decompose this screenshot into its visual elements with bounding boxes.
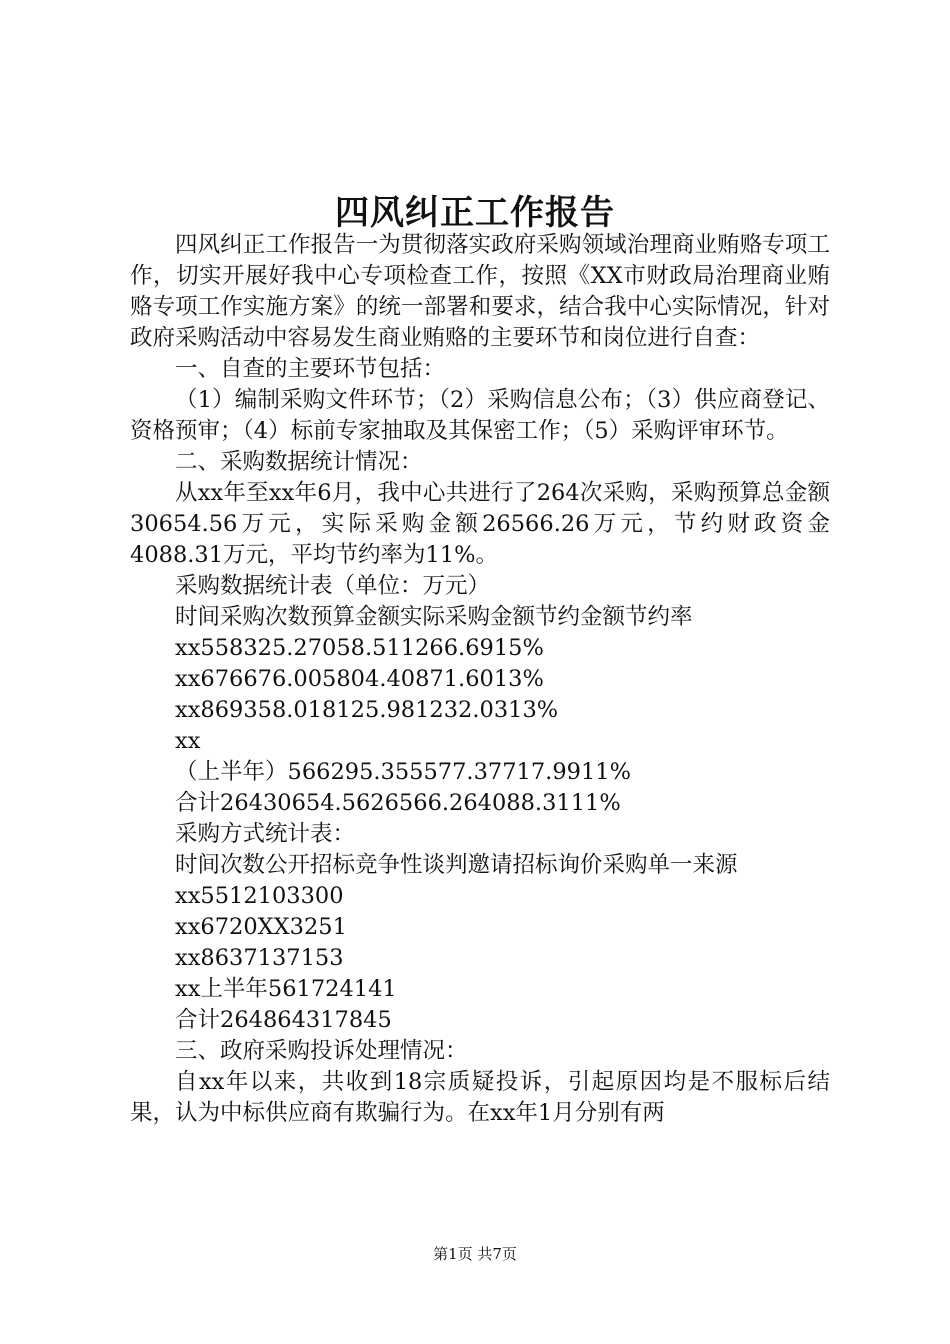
section3-body: 自xx年以来，共收到18宗质疑投诉，引起原因均是不服标后结果，认为中标供应商有欺骗行为。在xx年1月分别有两 [130,1069,830,1126]
table2-caption: 采购方式统计表： [175,821,356,847]
table1-header: 时间采购次数预算金额实际采购金额节约金额节约率 [175,604,693,630]
table2-row: xx上半年561724141 [175,976,397,1002]
table1-row: xx [175,728,201,754]
table1-row: xx676676.005804.40871.6013% [175,666,544,692]
page-footer: 第1页 共7页 [433,1245,517,1263]
document-body [130,230,830,1129]
document-title: 四风纠正工作报告 [335,193,615,233]
table1-row: xx558325.27058.511266.6915% [175,635,544,661]
section2-body: 从xx年至xx年6月，我中心共进行了264次采购，采购预算总金额30654.56万元，实际采购金额26566.26万元，节约财政资金4088.31万元，平均节约率为11%。 [130,480,830,568]
section2-heading: 二、采购数据统计情况： [175,449,423,475]
table1-total-row: 合计26430654.5626566.264088.3111% [175,790,621,816]
table1-row: （上半年）566295.355577.37717.9911% [175,759,631,785]
table2-row: xx8637137153 [175,945,344,971]
section1-body: （1）编制采购文件环节；（2）采购信息公布；（3）供应商登记、资格预审；（4）标前专家抽取及其保密工作；（5）采购评审环节。 [130,387,830,444]
intro-paragraph: 四风纠正工作报告一为贯彻落实政府采购领域治理商业贿赂专项工作，切实开展好我中心专项检查工作，按照《XX市财政局治理商业贿赂专项工作实施方案》的统一部署和要求，结合我中心实际情况，针对政府采购活动中容易发生商业贿赂的主要环节和岗位进行自查： [130,232,830,351]
section3-heading: 三、政府采购投诉处理情况： [175,1038,468,1064]
section1-heading: 一、自查的主要环节包括： [175,356,446,382]
table1-row: xx869358.018125.981232.0313% [175,697,559,723]
table2-header: 时间次数公开招标竞争性谈判邀请招标询价采购单一来源 [175,852,738,878]
table1-caption: 采购数据统计表（单位：万元） [175,573,491,599]
table2-row: xx5512103300 [175,883,344,909]
table2-row: xx6720XX3251 [175,914,347,940]
table2-total-row: 合计264864317845 [175,1007,392,1033]
